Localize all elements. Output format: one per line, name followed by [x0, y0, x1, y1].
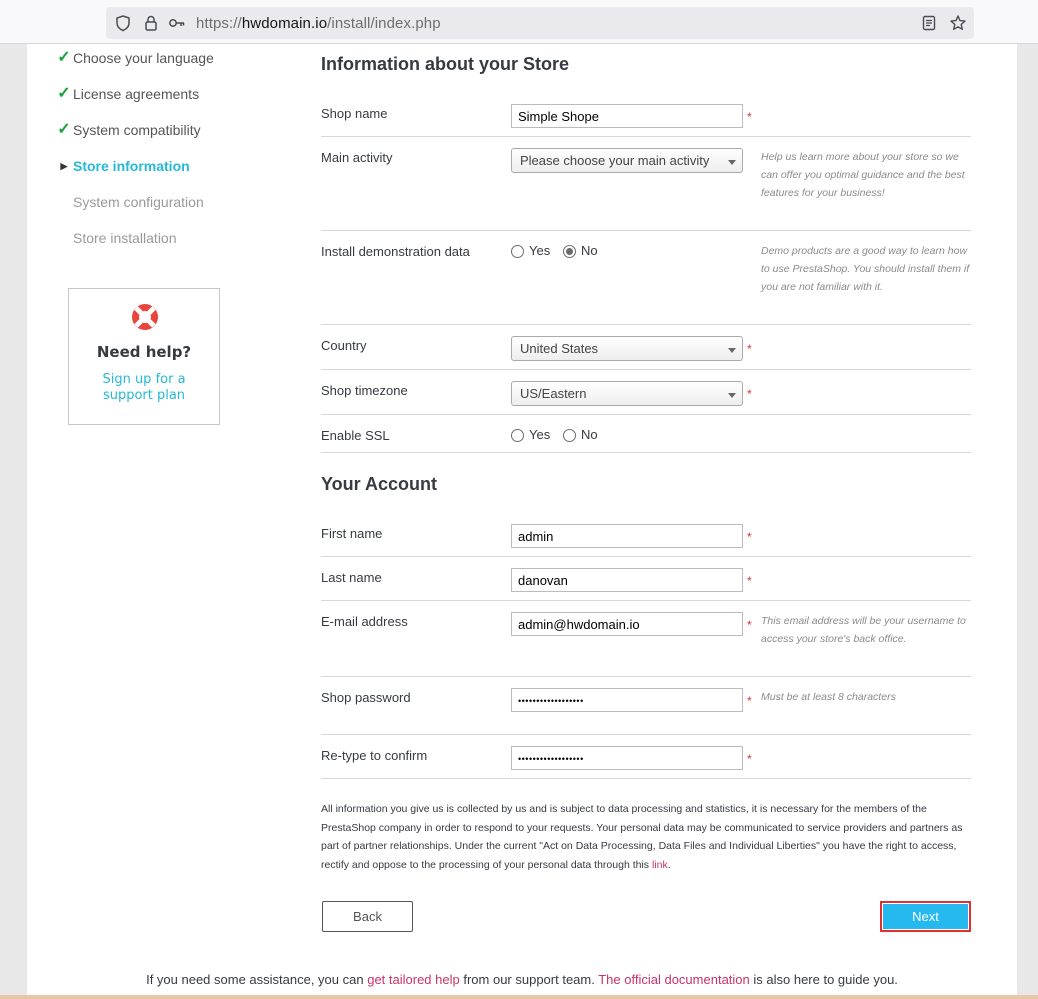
- required-mark: *: [747, 618, 752, 632]
- key-icon[interactable]: [168, 14, 186, 32]
- ssl-label: Enable SSL: [321, 428, 390, 443]
- lifebuoy-icon: [130, 302, 160, 332]
- divider: [321, 778, 971, 779]
- confirm-password-input[interactable]: [511, 746, 743, 770]
- step-system-compatibility: ✓ System compatibility: [57, 121, 201, 138]
- required-mark: *: [747, 574, 752, 588]
- main-activity-select[interactable]: Please choose your main activity: [511, 148, 743, 173]
- bookmark-star-icon[interactable]: [949, 14, 967, 32]
- lock-icon[interactable]: [142, 14, 160, 32]
- radio-circle[interactable]: [511, 429, 524, 442]
- dropdown-arrow-icon: [728, 393, 736, 398]
- divider: [321, 734, 971, 735]
- url-text[interactable]: https://hwdomain.io/install/index.php: [196, 15, 441, 32]
- required-mark: *: [747, 387, 752, 401]
- email-hint: This email address will be your username to access your store's back office.: [761, 615, 966, 645]
- support-plan-link[interactable]: Sign up for a support plan: [102, 372, 186, 403]
- radio-circle[interactable]: [563, 429, 576, 442]
- page-bottom-edge: [0, 995, 1038, 999]
- checkmark-icon: ✓: [57, 49, 71, 66]
- browser-toolbar: [0, 0, 1038, 44]
- divider: [321, 452, 971, 453]
- checkmark-icon: ✓: [57, 85, 71, 102]
- main-activity-label: Main activity: [321, 150, 393, 165]
- checkmark-icon: ✓: [57, 121, 71, 138]
- help-box: [68, 288, 220, 425]
- privacy-link[interactable]: link: [651, 858, 668, 871]
- required-mark: *: [747, 694, 752, 708]
- divider: [321, 324, 971, 325]
- required-mark: *: [747, 110, 752, 124]
- divider: [321, 414, 971, 415]
- required-mark: *: [747, 342, 752, 356]
- email-input[interactable]: [511, 612, 743, 636]
- step-system-configuration: System configuration: [73, 194, 204, 210]
- divider: [321, 136, 971, 137]
- confirm-password-label: Re-type to confirm: [321, 748, 428, 763]
- step-store-information: ▶ Store information: [73, 157, 190, 175]
- password-label: Shop password: [321, 690, 411, 705]
- tailored-help-link[interactable]: get tailored help: [367, 972, 460, 987]
- privacy-notice: All information you give us is collected by us and is subject to data processing and statistics, it is necessary for the members of the PrestaShop company in order to respond to your requests. Your personal data may be communicated to service providers and partners as part of partner relationships. Under the current "Act on Data Processing, Data Files and Individual Liberties" you have the right to access, rectify and oppose to the processing of your personal data through this link.: [321, 803, 963, 871]
- demo-data-label: Install demonstration data: [321, 244, 470, 259]
- email-label: E-mail address: [321, 614, 408, 629]
- shop-name-input[interactable]: [511, 104, 743, 128]
- account-heading: Your Account: [321, 474, 437, 494]
- last-name-label: Last name: [321, 570, 382, 585]
- divider: [321, 600, 971, 601]
- caret-right-icon: ▶: [60, 161, 68, 171]
- password-hint: Must be at least 8 characters: [761, 691, 896, 703]
- shop-name-label: Shop name: [321, 106, 388, 121]
- dropdown-arrow-icon: [728, 348, 736, 353]
- last-name-input[interactable]: [511, 568, 743, 592]
- help-title: Need help?: [96, 343, 192, 361]
- password-input[interactable]: [511, 688, 743, 712]
- reader-view-icon[interactable]: [920, 14, 938, 32]
- first-name-input[interactable]: [511, 524, 743, 548]
- country-select[interactable]: United States: [511, 336, 743, 361]
- step-choose-language: ✓ Choose your language: [57, 49, 214, 66]
- required-mark: *: [747, 752, 752, 766]
- demo-data-hint: Demo products are a good way to learn how to use PrestaShop. You should install them if you are not familiar with it.: [761, 245, 970, 293]
- divider: [321, 230, 971, 231]
- shield-icon[interactable]: [114, 14, 132, 32]
- footer-assistance: If you need some assistance, you can get tailored help from our support team. The official documentation is also here to guide you.: [146, 972, 898, 987]
- address-bar[interactable]: [106, 7, 974, 39]
- required-mark: *: [747, 530, 752, 544]
- radio-circle-selected[interactable]: [563, 245, 576, 258]
- store-heading: Information about your Store: [321, 54, 570, 74]
- back-button[interactable]: Back: [322, 901, 413, 932]
- timezone-select[interactable]: US/Eastern: [511, 381, 743, 406]
- divider: [321, 556, 971, 557]
- installer-page: ✓ Choose your language ✓ License agreements ✓ System compatibility ▶ Store information System configuration Store installation Need help? Sign up for a support plan Information about your Store Shop name Simple Shope * Main activity Please choose your main activity Help us learn more about your store so we can offer you optimal guidance and the best features for your business! Install demonstration data Yes No Demo products are a good way to learn how to use PrestaShop. You should install them if you are not familiar with it. Country United States * Shop timezone US/Eastern * Enable SSL Yes No Your Account First name admin * Last name danovan * E-mail address admin@hwdomain.io * This email address will be your username to access your store's back office. Shop password •••••••••••••••••• * Must be at least 8 characters Re-type to confirm •••••••••••••••••• * All information you give us is collected by us and is subject to data processing and statistics, it is necessary for the members of the PrestaShop company in order to respond to your requests. Your personal data may be communicated to service providers and partners as part of partner relationships. Under the current "Act on Data Processing, Data Files and Individual Liberties" you have the right to access, rectify and oppose to the processing of your personal data through this link. Back Next If you need some assistance, you can get tailored help from our support team. The official documentation is also here to guide you.: [27, 44, 1017, 995]
- timezone-label: Shop timezone: [321, 383, 408, 398]
- divider: [321, 676, 971, 677]
- next-button[interactable]: Next: [880, 901, 971, 932]
- divider: [321, 369, 971, 370]
- country-label: Country: [321, 338, 367, 353]
- documentation-link[interactable]: The official documentation: [598, 972, 750, 987]
- dropdown-arrow-icon: [728, 160, 736, 165]
- main-activity-hint: Help us learn more about your store so we can offer you optimal guidance and the best features for your business!: [761, 151, 965, 199]
- first-name-label: First name: [321, 526, 383, 541]
- step-license-agreements: ✓ License agreements: [57, 85, 200, 102]
- radio-circle[interactable]: [511, 245, 524, 258]
- step-store-installation: Store installation: [73, 230, 177, 246]
